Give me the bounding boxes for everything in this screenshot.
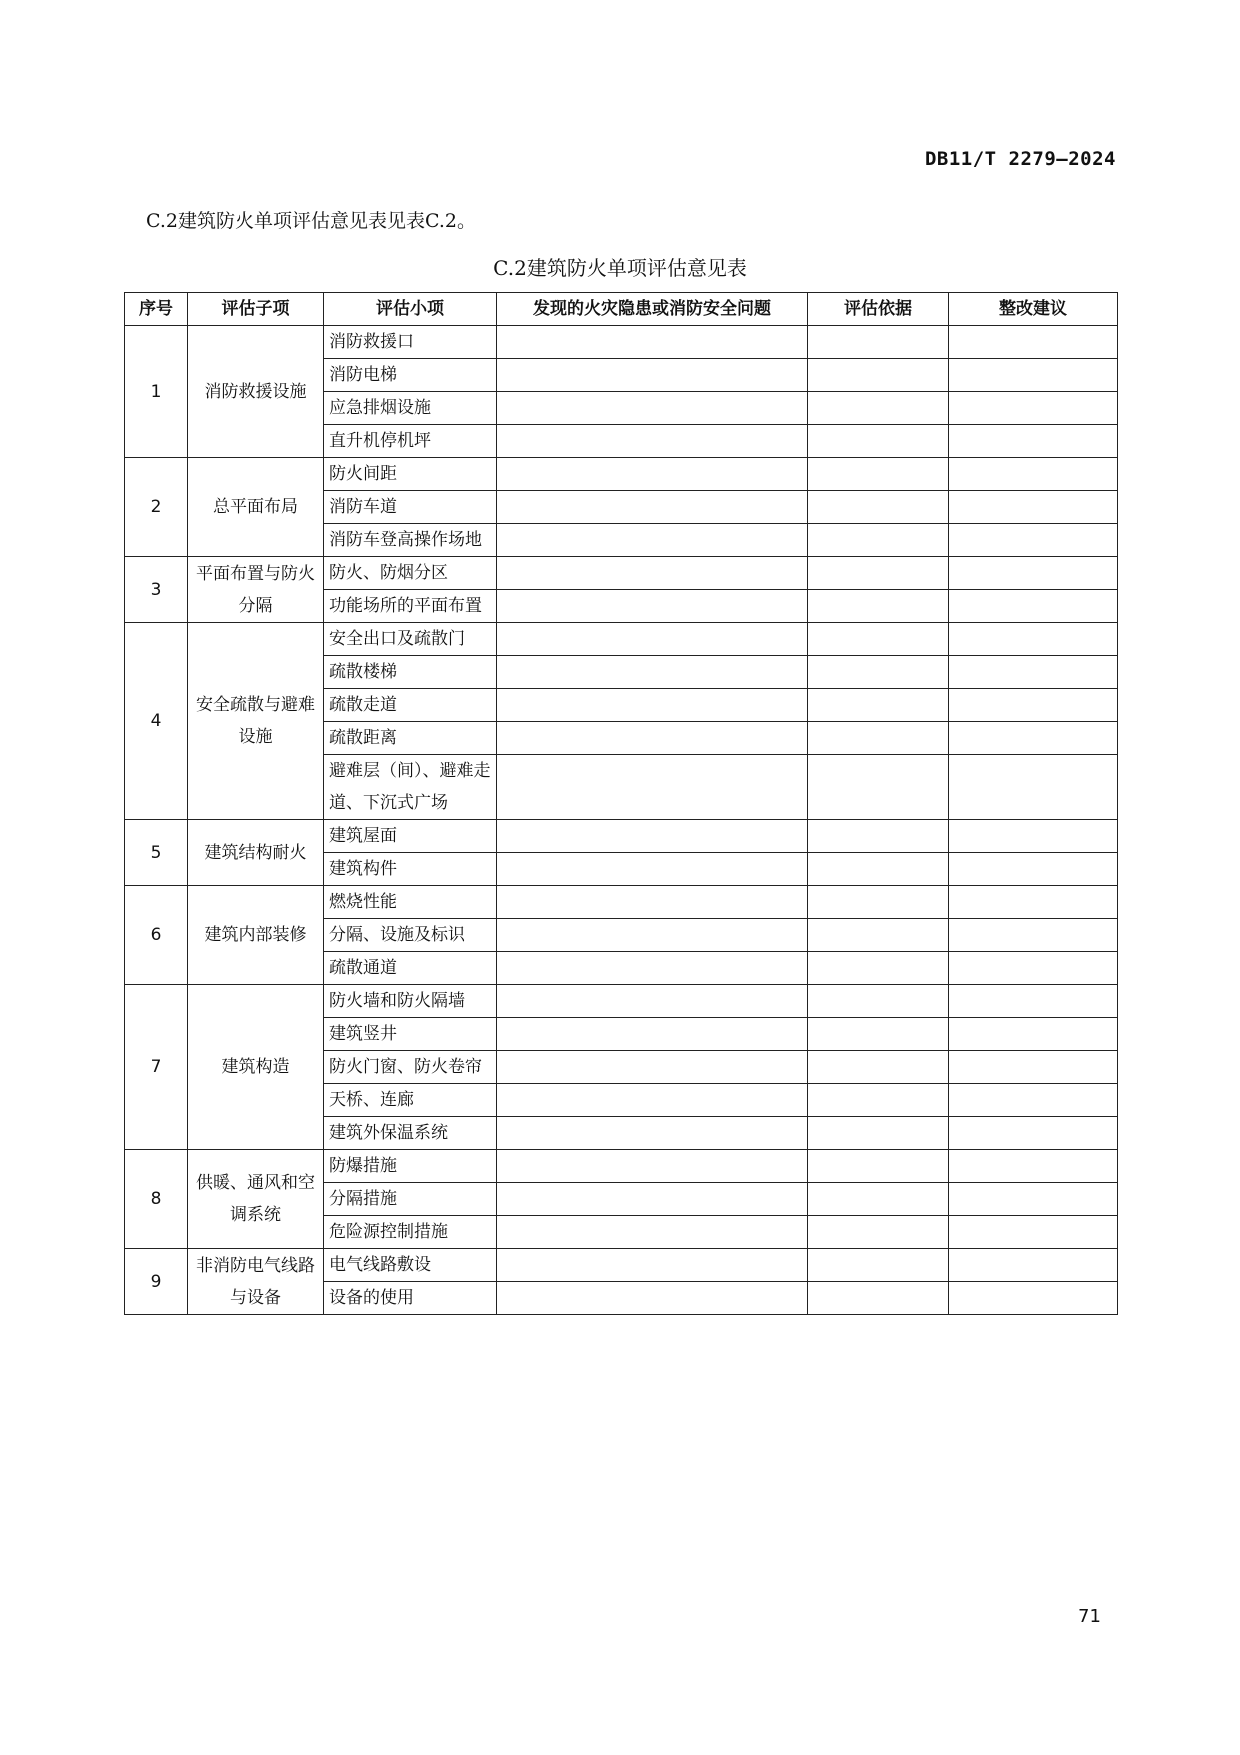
- table-row: [125, 623, 1118, 656]
- basis-cell: [808, 853, 949, 886]
- subitem-cell: 建筑结构耐火: [188, 820, 324, 886]
- subitem-cell: 供暖、通风和空调系统: [188, 1150, 324, 1249]
- subitem-cell: 建筑内部装修: [188, 886, 324, 985]
- issue-cell: [497, 623, 808, 656]
- issue-cell: [497, 1183, 808, 1216]
- suggestion-cell: [949, 820, 1118, 853]
- item-cell: 消防电梯: [324, 359, 497, 392]
- item-cell: 分隔、设施及标识: [324, 919, 497, 952]
- item-cell: 天桥、连廊: [324, 1084, 497, 1117]
- suggestion-cell: [949, 1249, 1118, 1282]
- suggestion-cell: [949, 1084, 1118, 1117]
- suggestion-cell: [949, 1018, 1118, 1051]
- basis-cell: [808, 1183, 949, 1216]
- basis-cell: [808, 1216, 949, 1249]
- table-body: [125, 326, 1118, 1315]
- item-cell: 防爆措施: [324, 1150, 497, 1183]
- basis-cell: [808, 722, 949, 755]
- issue-cell: [497, 1018, 808, 1051]
- subitem-cell: 平面布置与防火分隔: [188, 557, 324, 623]
- suggestion-cell: [949, 755, 1118, 820]
- suggestion-cell: [949, 392, 1118, 425]
- item-cell: 疏散距离: [324, 722, 497, 755]
- suggestion-cell: [949, 1150, 1118, 1183]
- seq-cell: 3: [125, 557, 188, 623]
- page-number: 71: [1078, 1606, 1101, 1627]
- basis-cell: [808, 919, 949, 952]
- suggestion-cell: [949, 1216, 1118, 1249]
- basis-cell: [808, 1051, 949, 1084]
- subitem-cell: 总平面布局: [188, 458, 324, 557]
- basis-cell: [808, 623, 949, 656]
- table-row: [125, 820, 1118, 853]
- assessment-table: [124, 292, 1118, 1315]
- issue-cell: [497, 755, 808, 820]
- issue-cell: [497, 425, 808, 458]
- intro-text: C.2建筑防火单项评估意见表见表C.2。: [146, 210, 476, 232]
- item-cell: 防火、防烟分区: [324, 557, 497, 590]
- basis-cell: [808, 985, 949, 1018]
- issue-cell: [497, 557, 808, 590]
- suggestion-cell: [949, 722, 1118, 755]
- suggestion-cell: [949, 491, 1118, 524]
- item-cell: 安全出口及疏散门: [324, 623, 497, 656]
- issue-cell: [497, 1216, 808, 1249]
- subitem-cell: 消防救援设施: [188, 326, 324, 458]
- item-cell: 电气线路敷设: [324, 1249, 497, 1282]
- seq-cell: 8: [125, 1150, 188, 1249]
- item-cell: 建筑竖井: [324, 1018, 497, 1051]
- item-cell: 燃烧性能: [324, 886, 497, 919]
- basis-cell: [808, 392, 949, 425]
- suggestion-cell: [949, 458, 1118, 491]
- suggestion-cell: [949, 853, 1118, 886]
- item-cell: 消防救援口: [324, 326, 497, 359]
- basis-cell: [808, 590, 949, 623]
- item-cell: 疏散楼梯: [324, 656, 497, 689]
- basis-cell: [808, 491, 949, 524]
- issue-cell: [497, 1084, 808, 1117]
- issue-cell: [497, 1150, 808, 1183]
- table-title: C.2建筑防火单项评估意见表: [493, 256, 747, 280]
- header-cell-issue: 发现的火灾隐患或消防安全问题: [497, 293, 808, 326]
- table-row: [125, 557, 1118, 590]
- issue-cell: [497, 392, 808, 425]
- issue-cell: [497, 491, 808, 524]
- issue-cell: [497, 1117, 808, 1150]
- seq-cell: 2: [125, 458, 188, 557]
- header-cell-basis: 评估依据: [808, 293, 949, 326]
- suggestion-cell: [949, 425, 1118, 458]
- issue-cell: [497, 919, 808, 952]
- basis-cell: [808, 1150, 949, 1183]
- suggestion-cell: [949, 952, 1118, 985]
- item-cell: 建筑构件: [324, 853, 497, 886]
- issue-cell: [497, 1282, 808, 1315]
- header-cell-suggestion: 整改建议: [949, 293, 1118, 326]
- issue-cell: [497, 656, 808, 689]
- basis-cell: [808, 1117, 949, 1150]
- issue-cell: [497, 820, 808, 853]
- basis-cell: [808, 1018, 949, 1051]
- item-cell: 消防车道: [324, 491, 497, 524]
- item-cell: 防火墙和防火隔墙: [324, 985, 497, 1018]
- basis-cell: [808, 1249, 949, 1282]
- table-row: [125, 1249, 1118, 1282]
- basis-cell: [808, 1084, 949, 1117]
- basis-cell: [808, 820, 949, 853]
- suggestion-cell: [949, 590, 1118, 623]
- issue-cell: [497, 458, 808, 491]
- table-row: [125, 1150, 1118, 1183]
- suggestion-cell: [949, 1183, 1118, 1216]
- subitem-cell: 建筑构造: [188, 985, 324, 1150]
- item-cell: 直升机停机坪: [324, 425, 497, 458]
- table-row: [125, 458, 1118, 491]
- item-cell: 建筑外保温系统: [324, 1117, 497, 1150]
- suggestion-cell: [949, 985, 1118, 1018]
- item-cell: 建筑屋面: [324, 820, 497, 853]
- basis-cell: [808, 656, 949, 689]
- basis-cell: [808, 557, 949, 590]
- table-row: [125, 985, 1118, 1018]
- suggestion-cell: [949, 623, 1118, 656]
- issue-cell: [497, 886, 808, 919]
- basis-cell: [808, 425, 949, 458]
- suggestion-cell: [949, 326, 1118, 359]
- issue-cell: [497, 590, 808, 623]
- suggestion-cell: [949, 359, 1118, 392]
- basis-cell: [808, 689, 949, 722]
- issue-cell: [497, 952, 808, 985]
- suggestion-cell: [949, 557, 1118, 590]
- seq-cell: 6: [125, 886, 188, 985]
- seq-cell: 4: [125, 623, 188, 820]
- suggestion-cell: [949, 1282, 1118, 1315]
- subitem-cell: 安全疏散与避难设施: [188, 623, 324, 820]
- suggestion-cell: [949, 524, 1118, 557]
- issue-cell: [497, 1249, 808, 1282]
- issue-cell: [497, 853, 808, 886]
- header-cell-subitem: 评估子项: [188, 293, 324, 326]
- suggestion-cell: [949, 656, 1118, 689]
- standard-code: DB11/T 2279—2024: [924, 148, 1116, 170]
- suggestion-cell: [949, 1051, 1118, 1084]
- issue-cell: [497, 985, 808, 1018]
- item-cell: 设备的使用: [324, 1282, 497, 1315]
- seq-cell: 9: [125, 1249, 188, 1315]
- basis-cell: [808, 524, 949, 557]
- item-cell: 功能场所的平面布置: [324, 590, 497, 623]
- basis-cell: [808, 755, 949, 820]
- table-row: [125, 886, 1118, 919]
- suggestion-cell: [949, 1117, 1118, 1150]
- table-header-row: [125, 293, 1118, 326]
- item-cell: 应急排烟设施: [324, 392, 497, 425]
- item-cell: 消防车登高操作场地: [324, 524, 497, 557]
- item-cell: 疏散走道: [324, 689, 497, 722]
- issue-cell: [497, 689, 808, 722]
- issue-cell: [497, 1051, 808, 1084]
- basis-cell: [808, 1282, 949, 1315]
- suggestion-cell: [949, 886, 1118, 919]
- issue-cell: [497, 326, 808, 359]
- table-row: [125, 326, 1118, 359]
- item-cell: 防火间距: [324, 458, 497, 491]
- basis-cell: [808, 952, 949, 985]
- item-cell: 防火门窗、防火卷帘: [324, 1051, 497, 1084]
- item-cell: 危险源控制措施: [324, 1216, 497, 1249]
- seq-cell: 5: [125, 820, 188, 886]
- suggestion-cell: [949, 919, 1118, 952]
- basis-cell: [808, 886, 949, 919]
- seq-cell: 1: [125, 326, 188, 458]
- subitem-cell: 非消防电气线路与设备: [188, 1249, 324, 1315]
- issue-cell: [497, 359, 808, 392]
- basis-cell: [808, 359, 949, 392]
- basis-cell: [808, 326, 949, 359]
- issue-cell: [497, 524, 808, 557]
- basis-cell: [808, 458, 949, 491]
- item-cell: 分隔措施: [324, 1183, 497, 1216]
- header-cell-item: 评估小项: [324, 293, 497, 326]
- item-cell: 疏散通道: [324, 952, 497, 985]
- issue-cell: [497, 722, 808, 755]
- seq-cell: 7: [125, 985, 188, 1150]
- item-cell: 避难层（间）、避难走道、下沉式广场: [324, 755, 497, 820]
- suggestion-cell: [949, 689, 1118, 722]
- header-cell-seq: 序号: [125, 293, 188, 326]
